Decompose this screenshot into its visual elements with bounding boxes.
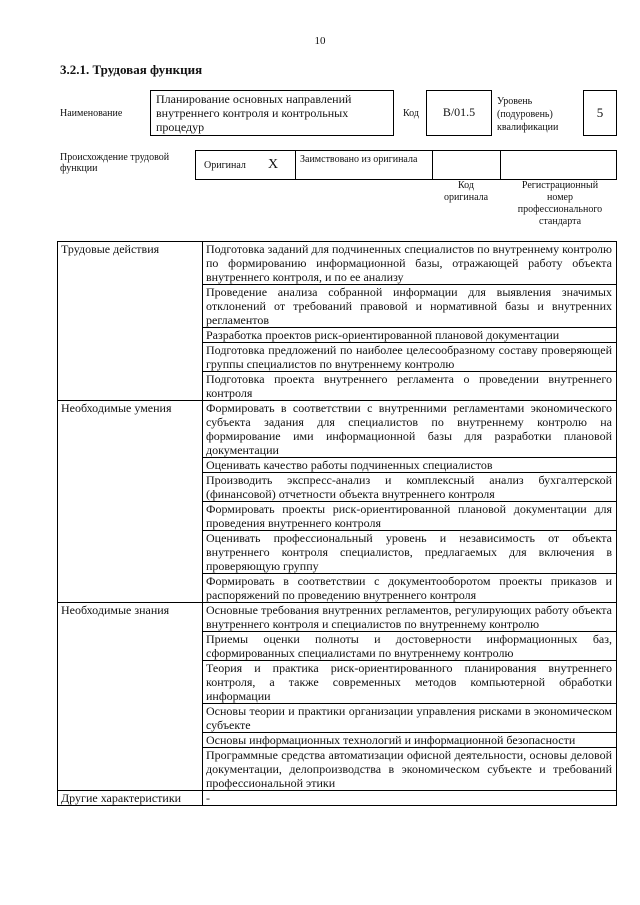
item-cell: Формировать в соответствии с внутренними регламентами экономического субъекта задания для специалистов по внутреннему контролю на формирование ими информационной базы для разработки плановой документации xyxy=(203,401,617,458)
page-number: 10 xyxy=(314,35,326,47)
item-cell: Производить экспресс-анализ и комплексный анализ бухгалтерской (финансовой) отчетности объекта внутреннего контроля xyxy=(203,473,617,502)
table-row xyxy=(58,242,617,285)
table-row xyxy=(58,791,617,806)
code-value-box: B/01.5 xyxy=(426,90,492,136)
item-cell: Формировать в соответствии с документооборотом проекты приказов и распоряжений по проведению внутреннего контроля xyxy=(203,574,617,603)
item-cell: Основы информационных технологий и информационной безопасности xyxy=(203,733,617,748)
item-cell: Теория и практика риск-ориентированного планирования внутреннего контроля, а также современных методов компьютерной обработки информации xyxy=(203,661,617,704)
section-title: 3.2.1. Трудовая функция xyxy=(60,62,203,77)
item-cell: Оценивать качество работы подчиненных специалистов xyxy=(203,458,617,473)
category-cell: Трудовые действия xyxy=(58,242,203,401)
level-label-line-2: (подуровень) xyxy=(497,109,553,120)
origin-row xyxy=(195,150,617,180)
item-cell: Подготовка проекта внутреннего регламента о проведении внутреннего контроля xyxy=(203,372,617,401)
labor-function-table xyxy=(57,241,617,806)
name-label: Наименование xyxy=(60,108,123,119)
item-cell: Оценивать профессиональный уровень и независимость от объекта внутреннего контроля специалистов, предлагаемых для включения в проверяющую группу xyxy=(203,531,617,574)
name-value-box: Планирование основных направлений внутреннего контроля и контрольных процедур xyxy=(150,90,394,136)
item-cell: Формировать проекты риск-ориентированной плановой документации для проведения внутреннего контроля xyxy=(203,502,617,531)
origin-code-cell xyxy=(433,151,501,179)
category-cell: Необходимые знания xyxy=(58,603,203,791)
qualification-level-label xyxy=(497,95,558,134)
origin-borrowed-cell xyxy=(296,151,433,179)
item-cell: Разработка проектов риск-ориентированной плановой документации xyxy=(203,328,617,343)
original-label: Оригинал xyxy=(204,160,246,171)
category-cell: Другие характеристики xyxy=(58,791,203,806)
item-cell: Подготовка заданий для подчиненных специалистов по внутреннему контролю по формированию информационной базы, отражающей работу объекта внутреннего контроля, и по ее анализу xyxy=(203,242,617,285)
origin-original-cell xyxy=(196,151,296,179)
level-label-line-1: Уровень xyxy=(497,96,533,107)
item-cell: Подготовка предложений по наиболее целесообразному составу проверяющей группы специалистов по внутреннему контролю xyxy=(203,343,617,372)
item-cell: Приемы оценки полноты и достоверности информационных баз, сформированных специалистами по внутреннему контролю xyxy=(203,632,617,661)
original-mark: X xyxy=(268,157,279,172)
item-cell: Основные требования внутренних регламентов, регулирующих работу объекта внутреннего контроля и специалистов по внутреннему контролю xyxy=(203,603,617,632)
code-label: Код xyxy=(403,108,419,119)
table-row xyxy=(58,603,617,632)
item-cell: Основы теории и практики организации управления рисками в экономическом субъекте xyxy=(203,704,617,733)
item-cell: - xyxy=(203,791,617,806)
category-cell: Необходимые умения xyxy=(58,401,203,603)
item-cell: Проведение анализа собранной информации для выявления значимых отклонений от требований правовой и нормативной базы и внутренних регламентов xyxy=(203,285,617,328)
borrowed-label: Заимствовано из оригинала xyxy=(300,154,418,165)
qualification-level-box: 5 xyxy=(583,90,617,136)
registration-number-label: Регистрационный номер профессионального стандарта xyxy=(517,180,603,227)
level-label-line-3: квалификации xyxy=(497,122,559,133)
origin-label: Происхождение трудовой функции xyxy=(60,152,170,174)
table-row xyxy=(58,401,617,458)
code-original-label: Код оригинала xyxy=(443,180,489,203)
item-cell: Программные средства автоматизации офисной деятельности, основы деловой документации, делопроизводства в экономическом субъекте и требований профессиональной этики xyxy=(203,748,617,791)
